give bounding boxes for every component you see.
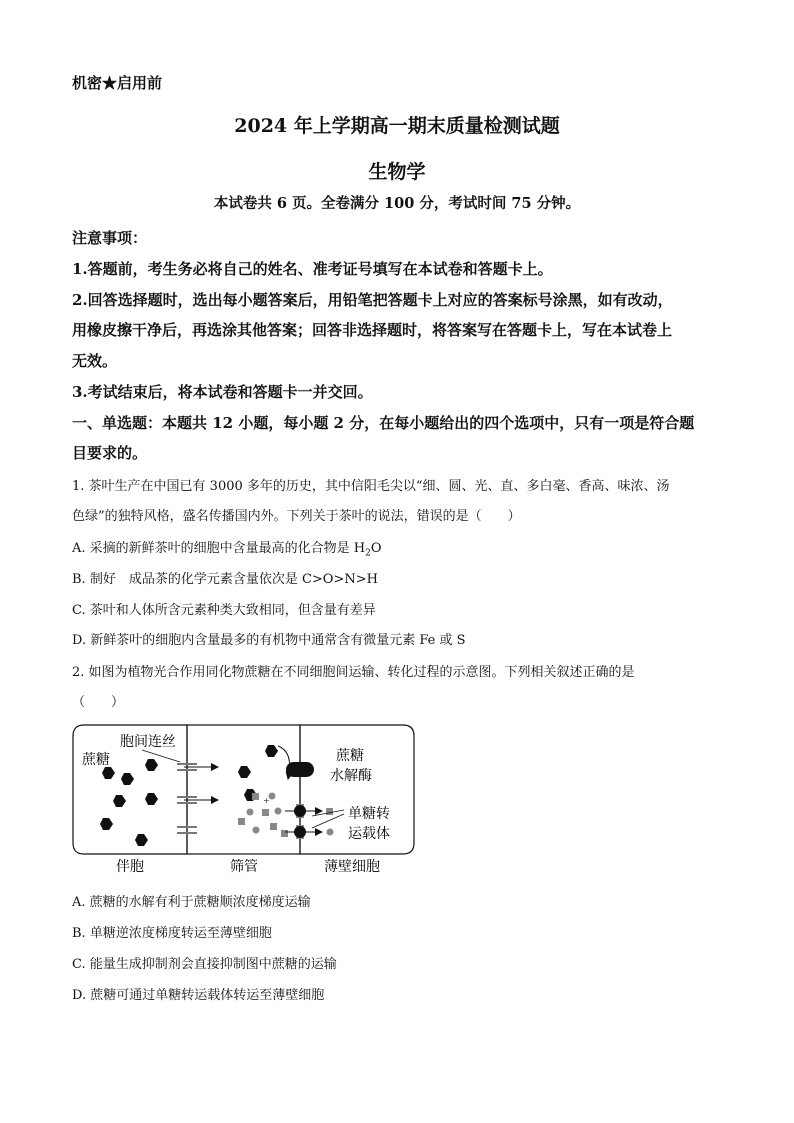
q2-option-a: A. 蔗糖的水解有利于蔗糖顺浓度梯度运输 <box>72 895 311 910</box>
q1-option-a-subscript: 2 <box>365 548 371 559</box>
confidential-label: 机密★启用前 <box>72 74 163 92</box>
sucrose-hexagon <box>145 759 158 771</box>
monosaccharide-in-parenchyma <box>326 808 333 815</box>
sucrose-hexagon <box>113 795 126 807</box>
sucrose-hexagon <box>102 767 115 779</box>
q1-option-a-text: A. 采摘的新鲜茶叶的细胞中含量最高的化合物是 H <box>72 541 366 556</box>
label-invertase-line-1: 蔗糖 <box>336 748 364 764</box>
q1-option-d: D. 新鲜茶叶的细胞内含量最多的有机物中通常含有微量元素 Fe 或 S <box>72 633 466 648</box>
notes-heading: 注意事项： <box>72 229 148 247</box>
q2-option-b: B. 单糖逆浓度梯度转运至薄壁细胞 <box>72 926 272 941</box>
label-transporter-line-2: 运载体 <box>348 826 390 842</box>
monosaccharide-plus-sign: + <box>263 796 270 805</box>
note-2-line-2: 用橡皮擦干净后，再选涂其他答案；回答非选择题时，将答案写在答题卡上，写在本试卷上 <box>72 321 673 339</box>
note-3: 3.考试结束后，将本试卷和答题卡一并交回。 <box>72 383 373 401</box>
sucrose-hexagon <box>265 745 278 757</box>
section-heading-line-2: 目要求的。 <box>72 444 148 462</box>
sucrose-invertase-enzyme <box>286 762 314 777</box>
q2-stem-line-2: （ ） <box>72 695 125 710</box>
sucrose-transport-diagram <box>72 724 418 876</box>
label-parenchyma-cell: 薄壁细胞 <box>324 859 380 875</box>
q1-option-b: B. 制好 成品茶的化学元素含量依次是 C>O>N>H <box>72 572 378 587</box>
note-1: 1.答题前，考生务必将自己的姓名、准考证号填写在本试卷和答题卡上。 <box>72 260 553 278</box>
label-transporter-line-1: 单糖转 <box>348 806 390 822</box>
note-2-line-1: 2.回答选择题时，选出每小题答案后，用铅笔把答题卡上对应的答案标号涂黑，如有改动， <box>72 291 673 309</box>
sucrose-hexagon <box>135 834 148 846</box>
label-invertase-line-2: 水解酶 <box>330 768 372 784</box>
exam-title: 2024 年上学期高一期末质量检测试题 <box>234 115 560 137</box>
sucrose-hexagon <box>145 793 158 805</box>
sucrose-hexagon <box>100 818 113 830</box>
label-sucrose: 蔗糖 <box>82 752 110 768</box>
q1-stem-line-1: 1. 茶叶生产在中国已有 3000 多年的历史，其中信阳毛尖以“细、圆、光、直、多白毫、香高、味浓、汤 <box>72 479 670 494</box>
q1-option-a-suffix: O <box>370 541 382 556</box>
q1-option-a <box>72 537 382 559</box>
subject-title: 生物学 <box>368 161 426 183</box>
q2-stem-line-1: 2. 如图为植物光合作用同化物蔗糖在不同细胞间运输、转化过程的示意图。下列相关叙述正确的是 <box>72 665 635 680</box>
label-companion-cell: 伴胞 <box>116 859 144 875</box>
monosaccharide-in-parenchyma <box>327 829 334 836</box>
exam-info: 本试卷共 6 页。全卷满分 100 分，考试时间 75 分钟。 <box>213 195 581 212</box>
section-heading-line-1: 一、单选题：本题共 12 小题，每小题 2 分，在每小题给出的四个选项中，只有一项是符合题 <box>72 414 695 432</box>
q2-option-d: D. 蔗糖可通过单糖转运载体转运至薄壁细胞 <box>72 988 325 1003</box>
label-plasmodesmata: 胞间连丝 <box>120 734 176 750</box>
q1-stem-line-2: 色绿”的独特风格，盛名传播国内外。下列关于茶叶的说法，错误的是（ ） <box>72 509 521 524</box>
q1-option-c: C. 茶叶和人体所含元素种类大致相同，但含量有差异 <box>72 603 376 618</box>
q2-option-c: C. 能量生成抑制剂会直接抑制图中蔗糖的运输 <box>72 957 337 972</box>
sucrose-hexagon <box>238 766 251 778</box>
sucrose-hexagon <box>121 773 134 785</box>
transporter-pointer-2 <box>312 814 344 828</box>
label-sieve-tube: 筛管 <box>230 859 258 875</box>
note-2-line-3: 无效。 <box>72 352 118 370</box>
